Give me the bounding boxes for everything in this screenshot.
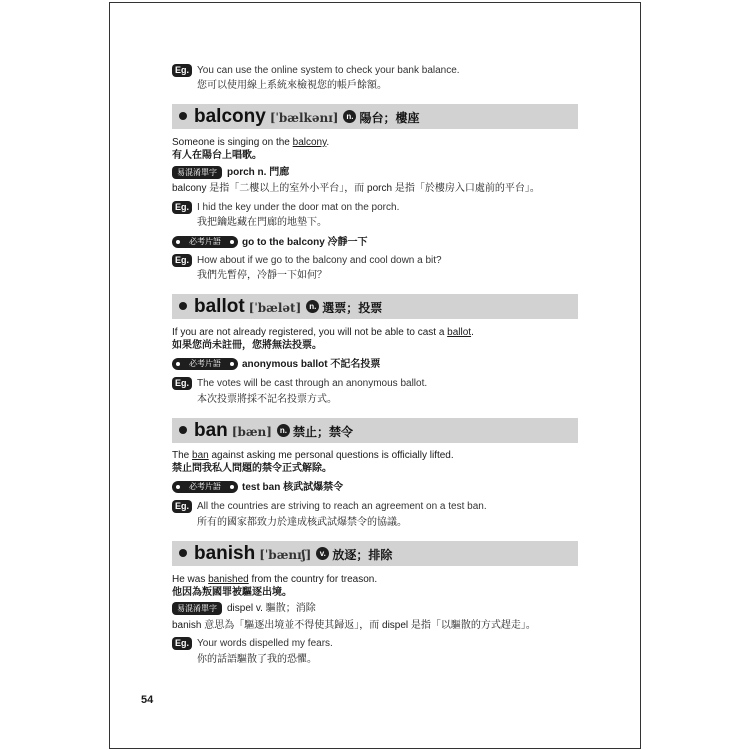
phonetic: [ˈbælkənɪ]: [269, 111, 339, 125]
eg-badge: Eg.: [172, 64, 192, 77]
definition: 禁止；禁令: [292, 425, 353, 439]
pos-badge: n.: [306, 300, 319, 313]
headword-bar-ban: [172, 418, 578, 443]
confusable-label: 易混淆單字: [172, 602, 222, 615]
eg-badge: Eg.: [172, 377, 192, 390]
opening-example: [172, 64, 460, 77]
sentence-zh: 他因為叛國罪被驅逐出境。: [172, 587, 292, 598]
phrase-example: [172, 500, 487, 513]
sentence-zh: 禁止問我私人問題的禁令正式解除。: [172, 463, 332, 474]
phonetic: [ˈbælət]: [248, 301, 302, 315]
headword: balcony [ˈbælkənɪ] n. 陽台；樓座: [194, 106, 420, 127]
phrase: test ban 核武試爆禁令: [242, 482, 344, 493]
eg-badge: Eg.: [172, 500, 192, 513]
phrase-example: [172, 254, 442, 267]
confusable-example: [172, 201, 400, 214]
example-zh: 所有的國家都致力於達成核武試爆禁令的協議。: [197, 517, 407, 528]
definition: 陽台；樓座: [359, 111, 420, 125]
example-en: All the countries are striving to reach an agreement on a test ban.: [197, 501, 487, 512]
headword-bar-ballot: [172, 294, 578, 319]
sentence-en: The ban against asking me personal questions is officially lifted.: [172, 450, 454, 461]
example-zh: 本次投票將採不記名投票方式。: [197, 394, 337, 405]
example-en: Your words dispelled my fears.: [197, 638, 333, 649]
book-page: [109, 2, 641, 749]
confusable-note: banish 意思為「驅逐出境並不得使其歸返」，而 dispel 是指「以驅散的方式趕走」。: [172, 620, 536, 631]
confusable-word: porch n. 門廊: [227, 167, 290, 179]
definition: 放逐；排除: [332, 548, 393, 562]
pos-badge: n.: [277, 424, 290, 437]
definition: 選票；投票: [322, 301, 383, 315]
bullet-icon: [179, 112, 187, 120]
example-en: I hid the key under the door mat on the porch.: [197, 202, 400, 213]
confusable-word: dispel v. 驅散；消除: [227, 603, 316, 615]
phrase-example: [172, 377, 428, 390]
pos-badge: v.: [316, 547, 329, 560]
example-zh: 您可以使用線上系統來檢視您的帳戶餘額。: [197, 80, 387, 91]
phrase-pill: 必考片語: [172, 481, 238, 493]
phrase-pill: 必考片語: [172, 358, 238, 370]
eg-badge: Eg.: [172, 201, 192, 214]
phonetic: [ˈbænɪʃ]: [259, 548, 312, 562]
eg-badge: Eg.: [172, 254, 192, 267]
example-en: You can use the online system to check your bank balance.: [197, 65, 460, 76]
confusable-note: balcony 是指「二樓以上的室外小平台」，而 porch 是指「於樓房入口處前的平台」。: [172, 183, 540, 194]
sentence-zh: 如果您尚未註冊，您將無法投票。: [172, 340, 322, 351]
headword: ballot [ˈbælət] n. 選票；投票: [194, 296, 383, 317]
sentence-en: If you are not already registered, you will not be able to cast a ballot.: [172, 327, 474, 338]
bullet-icon: [179, 549, 187, 557]
phrase-row: [172, 236, 368, 249]
phrase-pill: 必考片語: [172, 236, 238, 248]
bullet-icon: [179, 426, 187, 434]
confusable-label: 易混淆單字: [172, 166, 222, 179]
phonetic: [bæn]: [231, 425, 272, 439]
example-zh: 你的話語驅散了我的恐懼。: [197, 654, 317, 665]
phrase-row: [172, 358, 380, 371]
phrase-row: [172, 481, 343, 494]
example-en: How about if we go to the balcony and cool down a bit?: [197, 255, 442, 266]
confusable-row: [172, 602, 316, 615]
bullet-icon: [179, 302, 187, 310]
page-number: 54: [141, 694, 154, 706]
eg-badge: Eg.: [172, 637, 192, 650]
pos-badge: n.: [343, 110, 356, 123]
headword: ban [bæn] n. 禁止；禁令: [194, 420, 353, 441]
example-zh: 我把鑰匙藏在門廊的地墊下。: [197, 217, 327, 228]
confusable-example: [172, 637, 333, 650]
headword-bar-balcony: [172, 104, 578, 129]
headword-bar-banish: [172, 541, 578, 566]
confusable-row: [172, 166, 289, 179]
sentence-zh: 有人在陽台上唱歌。: [172, 150, 262, 161]
sentence-en: Someone is singing on the balcony.: [172, 137, 330, 148]
example-zh: 我們先暫停，冷靜一下如何？: [197, 270, 327, 281]
phrase: go to the balcony 冷靜一下: [242, 237, 368, 248]
example-en: The votes will be cast through an anonymous ballot.: [197, 378, 428, 389]
sentence-en: He was banished from the country for treason.: [172, 574, 378, 585]
phrase: anonymous ballot 不記名投票: [242, 359, 381, 370]
headword: banish [ˈbænɪʃ] v. 放逐；排除: [194, 543, 393, 564]
